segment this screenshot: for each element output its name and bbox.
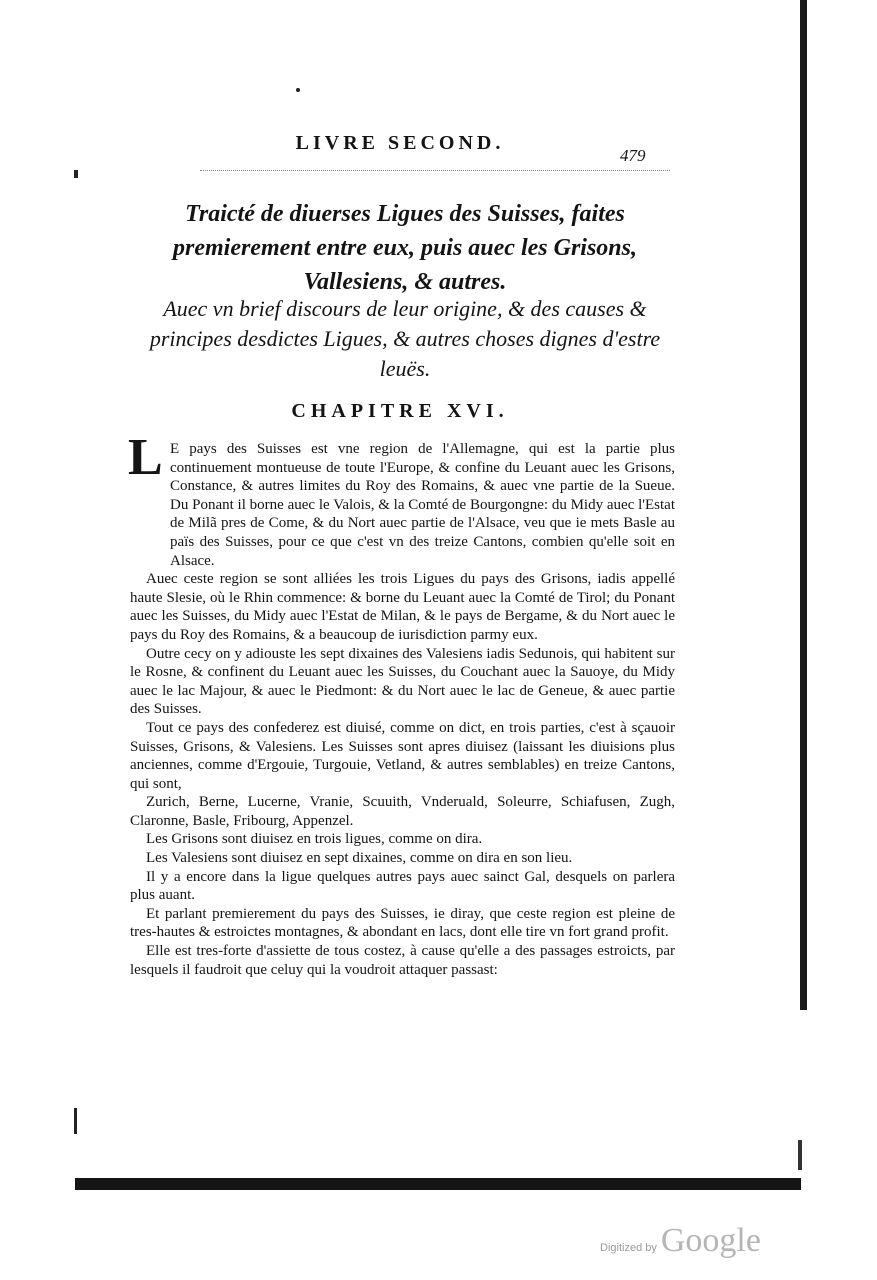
- header-rule: [200, 170, 670, 172]
- scan-edge-shadow: [800, 0, 807, 1010]
- google-logo: Google: [660, 1222, 761, 1259]
- scan-speck: [296, 88, 300, 92]
- section-subtitle: Auec vn brief discours de leur origine, & des causes & principes desdictes Ligues, & autres choses dignes d'estre leuës.: [149, 296, 661, 381]
- paragraph: Auec ceste region se sont alliées les trois Ligues du pays des Grisons, iadis appellé haute Slesie, où le Rhin commence: & borne du Leuant auec la Comté de Tirol; du Ponant auec les Suisses, du Midy auec l'Estat de Milan, & le pays de Bergame, & du Nort auec le pays du Roy des Romains, & a beaucoup de iurisdiction parmy eux.: [130, 571, 675, 643]
- running-head: LIVRE SECOND.: [295, 132, 505, 154]
- scan-speck: [74, 1108, 77, 1134]
- paragraph: Tout ce pays des confederez est diuisé, comme on dict, en trois parties, c'est à sçauoir Suisses, Grisons, & Valesiens. Les Suisses sont apres diuisez (laissant les diuisions plus anciennes, comme d'Ergouie, Turgouie, Vetland, & autres semblables) en treize Cantons, qui sont,: [130, 719, 675, 792]
- paragraph: Il y a encore dans la ligue quelques autres pays auec sainct Gal, desquels on parlera plus auant.: [130, 868, 675, 904]
- watermark-caption: Digitized by: [600, 1242, 657, 1254]
- scan-speck: [74, 170, 78, 178]
- paragraph: Zurich, Berne, Lucerne, Vranie, Scuuith, Vnderuald, Soleurre, Schiafusen, Zugh, Claronne, Basle, Fribourg, Appenzel.: [130, 794, 675, 829]
- page-number: 479: [620, 146, 646, 165]
- scan-edge-mark: [798, 1140, 802, 1170]
- paragraph: Outre cecy on y adiouste les sept dixaines des Valesiens iadis Sedunois, qui habitent sur le Rosne, & confinent du Leuant auec les Suisses, du Couchant auec la Sauoye, du Midy auec le lac Majour, & auec le Piedmont: & du Nort auec le lac de Geneue, & auec partie des Suisses.: [130, 645, 675, 718]
- paragraph: Elle est tres-forte d'assiette de tous costez, à cause qu'elle a des passages estroicts, par lesquels il faudroit que celuy qui la voudroit attaquer passast:: [130, 943, 675, 978]
- section-title: Traicté de diuerses Ligues des Suisses, faites premierement entre eux, puis auec les Grisons, Vallesiens, & autres.: [172, 201, 637, 295]
- paragraph: Les Valesiens sont diuisez en sept dixaines, comme on dira en son lieu.: [146, 850, 573, 867]
- paragraph: Les Grisons sont diuisez en trois ligues, comme on dira.: [146, 831, 483, 848]
- drop-cap: L: [128, 429, 163, 486]
- scan-bottom-shadow: [75, 1178, 801, 1190]
- paragraph: Et parlant premierement du pays des Suisses, ie diray, que ceste region est pleine de tres-hautes & estroictes montagnes, & abondant en lacs, dont elle tire vn fort grand profit.: [130, 905, 675, 941]
- paragraph: E pays des Suisses est vne region de l'Allemagne, qui est la partie plus continuement montueuse de toute l'Europe, & confine du Leuant auec les Grisons, Constance, & autres limites du Roy des Romains, & auec vne partie de la Sueue. Du Ponant il borne auec le Valois, & la Comté de Bourgongne: du Midy auec l'Estat de Milã pres de Come, & du Nort auec partie de l'Alsace, veu que ie mets Basle au païs des Suisses, pour ce que c'est vn des treize Cantons, combien qu'elle soit en Alsace.: [170, 441, 675, 569]
- body-text: [130, 440, 675, 979]
- digitized-watermark: [600, 1222, 800, 1262]
- chapter-heading: CHAPITRE XVI.: [291, 400, 509, 422]
